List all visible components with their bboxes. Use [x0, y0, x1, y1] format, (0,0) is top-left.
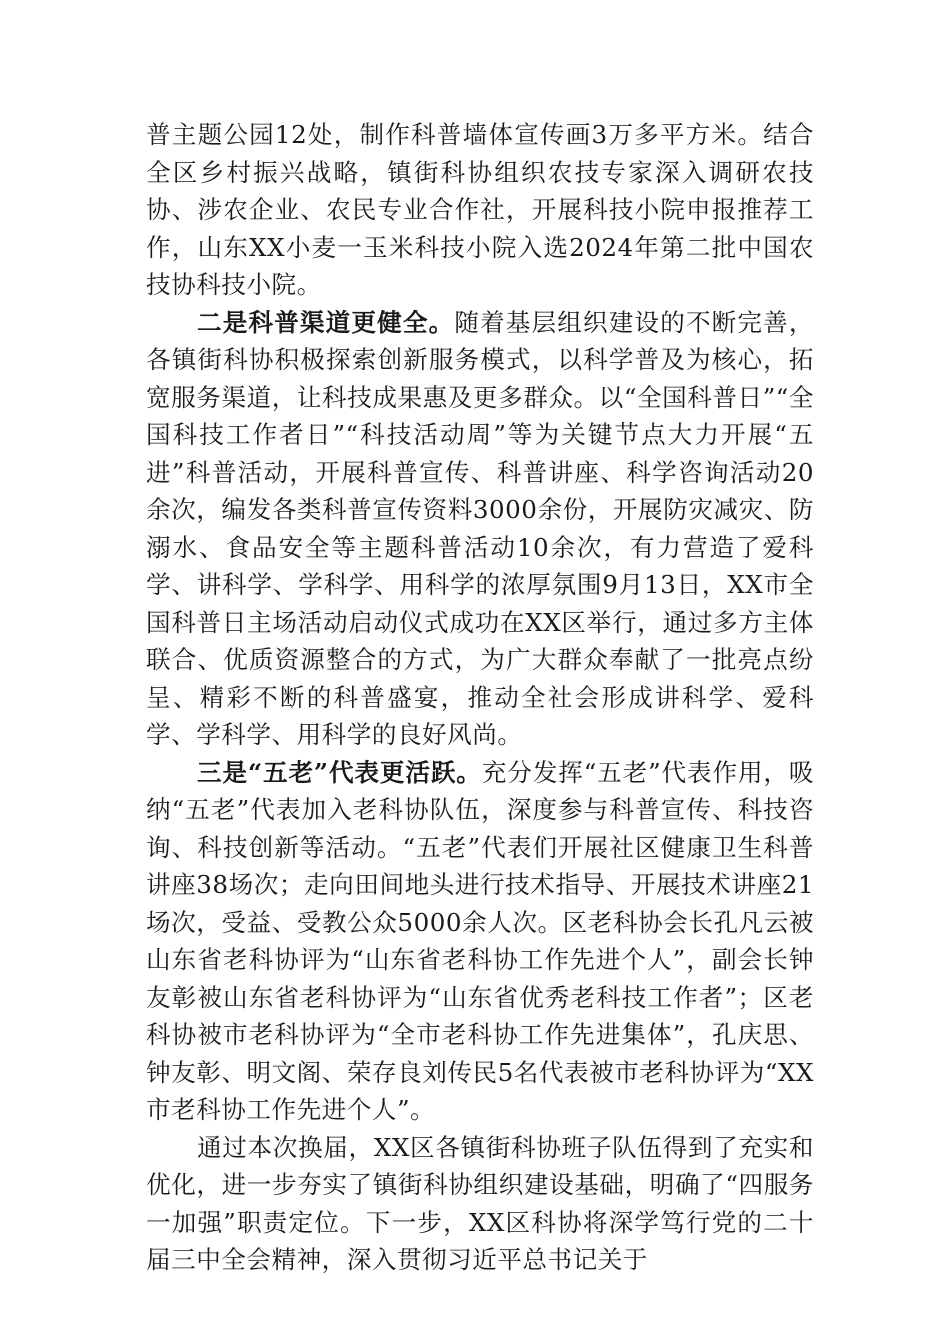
paragraph-conclusion [146, 1129, 814, 1279]
paragraph-lead-heading: 二是科普渠道更健全。 [197, 307, 455, 337]
paragraph-body: 充分发挥“五老”代表作用，吸纳“五老”代表加入老科协队伍，深度参与科普宣传、科技咨询、科技创新等活动。“五老”代表们开展社区健康卫生科普讲座38场次；走向田间地头进行技术指导、开展技术讲座21场次，受益、受教公众5000余人次。区老科协会长孔凡云被山东省老科协评为“山东省老科协工作先进个人”，副会长钟友彰被山东省老科协评为“山东省优秀老科技工作者”；区老科协被市老科协评为“全市老科协工作先进集体”，孔庆思、钟友彰、明文阁、荣存良刘传民5名代表被市老科协评为“XX市老科协工作先进个人”。 [146, 757, 815, 1124]
paragraph-five-elders [146, 754, 814, 1129]
paragraph-body: 普主题公园12处，制作科普墙体宣传画3万多平方米。结合全区乡村振兴战略，镇街科协组织农技专家深入调研农技协、涉农企业、农民专业合作社，开展科技小院申报推荐工作，山东XX小麦一玉米科技小院入选2024年第二批中国农技协科技小院。 [146, 120, 814, 299]
paragraph-science-channels [146, 304, 814, 754]
paragraph-body: 通过本次换届，XX区各镇街科协班子队伍得到了充实和优化，进一步夯实了镇街科协组织建设基础，明确了“四服务一加强”职责定位。下一步，XX区科协将深学笃行党的二十届三中全会精神，深入贯彻习近平总书记关于 [146, 1132, 814, 1274]
paragraph-continuation [146, 116, 814, 304]
paragraph-lead-heading: 三是“五老”代表更活跃。 [197, 757, 482, 787]
paragraph-body: 随着基层组织建设的不断完善，各镇街科协积极探索创新服务模式，以科学普及为核心，拓宽服务渠道，让科技成果惠及更多群众。以“全国科普日”“全国科技工作者日”“科技活动周”等为关键节点大力开展“五进”科普活动，开展科普宣传、科普讲座、科学咨询活动20余次，编发各类科普宣传资料3000余份，开展防灾减灾、防溺水、食品安全等主题科普活动10余次，有力营造了爱科学、讲科学、学科学、用科学的浓厚氛围9月13日，XX市全国科普日主场活动启动仪式成功在XX区举行，通过多方主体联合、优质资源整合的方式，为广大群众奉献了一批亮点纷呈、精彩不断的科普盛宴，推动全社会形成讲科学、爱科学、学科学、用科学的良好风尚。 [146, 307, 814, 749]
document-body [146, 116, 814, 1279]
